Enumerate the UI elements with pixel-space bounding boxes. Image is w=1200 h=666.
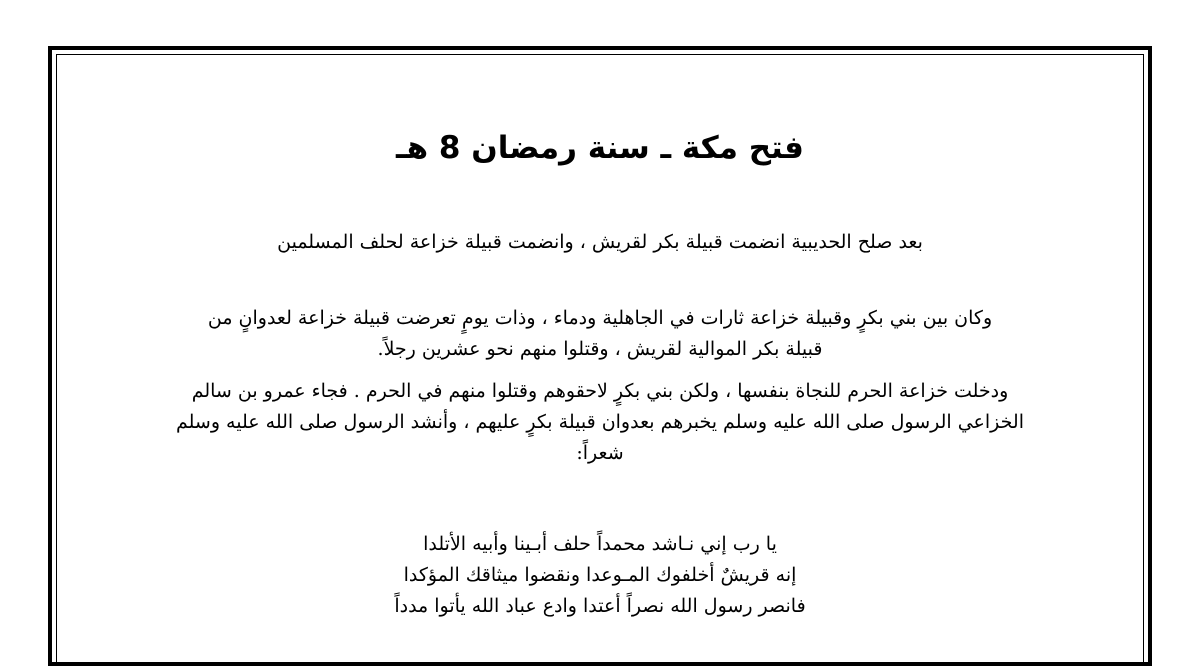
paragraph-1-line-1: وكان بين بني بكرٍ وقبيلة خزاعة ثارات في الجاهلية ودماء ، وذات يومٍ تعرضت قبيلة خزاعة لعدوانٍ من [207, 307, 993, 329]
poem-verse-1: يا رب إني نـاشد محمداً حلف أبـينا وأبيه الأتلدا [423, 533, 777, 555]
document-page [48, 46, 1152, 666]
intro-line: بعد صلح الحديبية انضمت قبيلة بكر لقريش ، وانضمت قبيلة خزاعة لحلف المسلمين [277, 231, 923, 253]
paragraph-1 [117, 303, 1083, 365]
poem-verse-3: فانصر رسول الله نصراً أعتدا وادع عباد الله يأتوا مدداً [394, 595, 806, 617]
paragraph-2-line-2: الخزاعي الرسول صلى الله عليه وسلم يخبرهم بعدوان قبيلة بكرٍ عليهم ، وأنشد الرسول صلى الله عليه وسلم [175, 411, 1024, 433]
page-title: فتح مكة ـ سنة رمضان 8 هـ [396, 130, 804, 166]
poem [117, 529, 1083, 622]
paragraph-2-line-3: شعراً: [576, 442, 624, 464]
intro-paragraph [117, 227, 1083, 258]
page-inner-border [56, 54, 1144, 662]
poem-verse-2: إنه قريشٌ أخلفوك المـوعدا ونقضوا ميثاقك المؤكدا [403, 564, 797, 586]
paragraph-2-line-1: ودخلت خزاعة الحرم للنجاة بنفسها ، ولكن بني بكرٍ لاحقوهم وقتلوا منهم في الحرم . فجاء عمرو بن سالم [191, 380, 1009, 402]
paragraph-1-line-2: قبيلة بكر الموالية لقريش ، وقتلوا منهم نحو عشرين رجلاً. [377, 338, 823, 360]
paragraph-2 [117, 376, 1083, 469]
